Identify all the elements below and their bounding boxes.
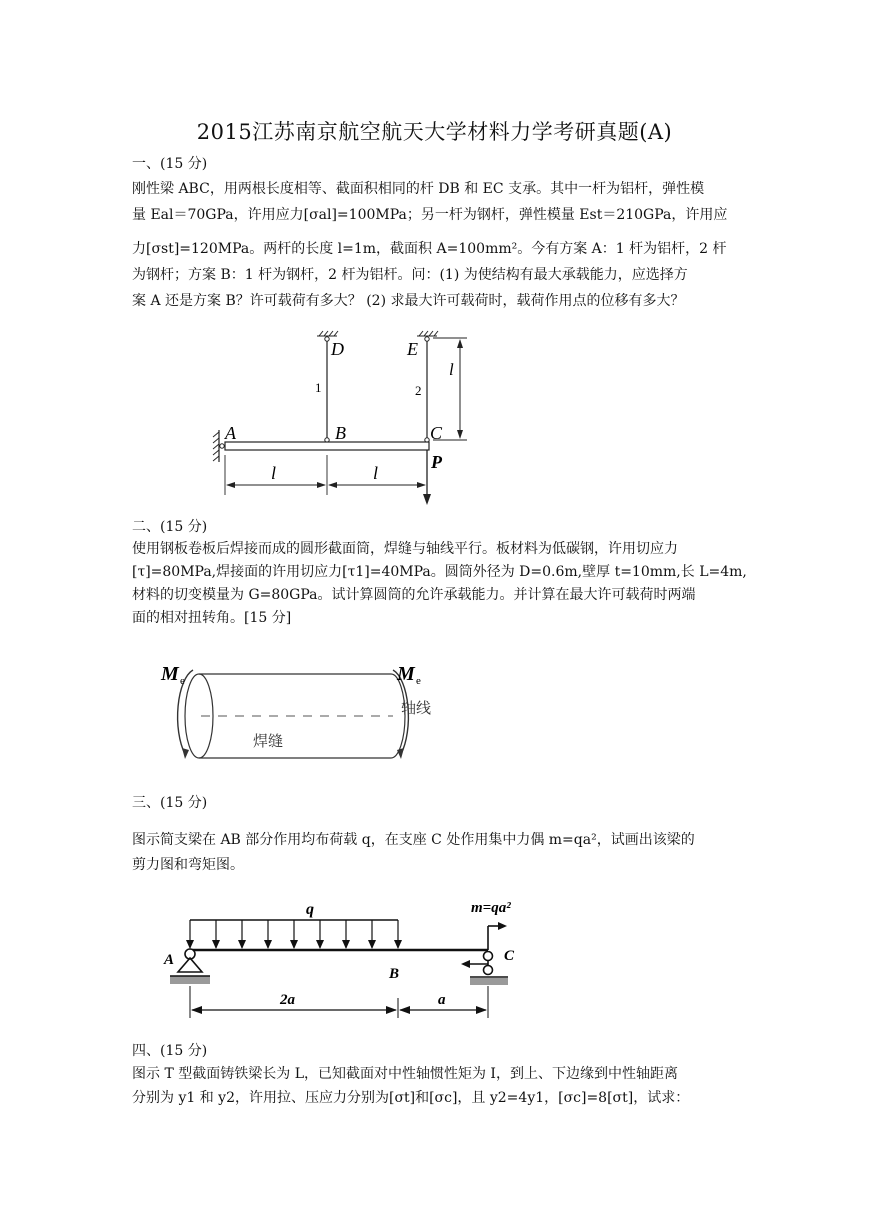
q3-line: 剪力图和弯矩图。 [132,857,244,873]
label-l-vertical: l [449,360,454,379]
q2-line: 面的相对扭转角。[15 分] [132,610,292,626]
q2-heading: 二、(15 分) [132,519,208,535]
pin-d [325,337,329,341]
q1-figure [205,330,495,510]
ground-c [470,978,508,985]
ground-a [170,976,210,984]
q4-heading: 四、(15 分) [132,1043,208,1059]
support-hatch-d [317,331,338,336]
support-a [178,958,202,972]
page-title: 2015江苏南京航空航天大学材料力学考研真题(A) [196,120,673,144]
label-a: A [164,952,175,968]
moment-arrow-bottom [461,960,470,968]
load-p-arrow [423,494,431,505]
rigid-beam [225,442,429,450]
pin-c [484,952,493,961]
q1-line: 案 A 还是方案 B？许可载荷有多大？ (2) 求最大许可载荷时，载荷作用点的位移有多大？ [132,293,685,309]
q3-text [132,828,742,878]
label-d: D [331,339,344,359]
label-a: A [225,423,236,443]
label-c: C [430,423,443,443]
label-axis: 轴线 [401,699,432,717]
q1-line: 刚性梁 ABC，用两根长度相等、截面积相同的杆 DB 和 EC 支承。其中一杆为铝杆，弹性模 [132,181,705,197]
q3-heading: 三、(15 分) [132,795,208,811]
label-p: P [431,452,442,472]
label-l-left: l [271,463,277,483]
wall-hatch-a [213,432,219,461]
q2-line: [τ]=80MPa,焊接面的许用切应力[τ1]=40MPa。圆筒外径为 D=0.6m,壁厚 t=10mm,长 L=4m, [132,564,747,580]
q2-cylinder-diagram [155,652,455,764]
label-e: E [407,339,418,359]
label-c: C [504,948,515,964]
q3-line: 图示简支梁在 AB 部分作用均布荷载 q，在支座 C 处作用集中力偶 m=qa²，试画出该梁的 [132,832,695,848]
q3-beam-diagram [158,888,538,1028]
label-me-left-sub: e [180,675,185,687]
q3-figure [158,888,538,1028]
q1-line: 力[σst]=120MPa。两杆的长度 l=1m，截面积 A=100mm²。今有方案 A：1 杆为铝杆，2 杆 [132,241,727,257]
label-a-span: a [438,992,446,1008]
label-rod-2: 2 [415,383,422,398]
q4-line: 分别为 y1 和 y2，许用拉、压应力分别为[σt]和[σc]，且 y2=4y1，[σc]=8[σt]，试求： [132,1090,690,1106]
moment-arrow-top [498,922,507,930]
label-me-right: M [397,663,415,685]
q1-text [132,176,742,314]
q1-line: 量 Eal＝70GPa，许用应力[σal]=100MPa；另一杆为钢杆，弹性模量 Est＝210GPa，许用应 [132,207,728,223]
roller-c [484,966,493,975]
q4-line: 图示 T 型截面铸铁梁长为 L，已知截面对中性轴惯性矩为 I，到上、下边缘到中性轴距离 [132,1066,678,1082]
label-weld: 焊缝 [253,732,284,750]
q2-line: 使用钢板卷板后焊接而成的圆形截面筒，焊缝与轴线平行。板材料为低碳钢，许用切应力 [132,541,678,557]
label-b: B [389,966,400,982]
pin-a [220,444,224,448]
q1-beam-diagram [205,330,495,510]
support-hatch-e [417,331,438,336]
label-2a: 2a [280,992,295,1008]
label-l-right: l [373,463,379,483]
q1-heading: 一、(15 分) [132,156,208,172]
label-q: q [306,901,314,918]
pin-e [425,337,429,341]
q2-line: 材料的切变模量为 G=80GPa。试计算圆筒的允许承载能力。并计算在最大许可载荷时两端 [132,587,696,603]
label-m: m=qa² [471,900,511,916]
label-b: B [335,423,346,443]
q4-text [132,1062,742,1110]
q2-text [132,538,747,630]
q2-figure [155,652,455,764]
label-rod-1: 1 [315,380,322,395]
label-me-left: M [161,663,179,685]
q1-line: 为钢杆；方案 B：1 杆为钢杆，2 杆为铝杆。问：(1) 为使结构有最大承载能力，应选择方 [132,267,688,283]
label-me-right-sub: e [416,675,421,687]
